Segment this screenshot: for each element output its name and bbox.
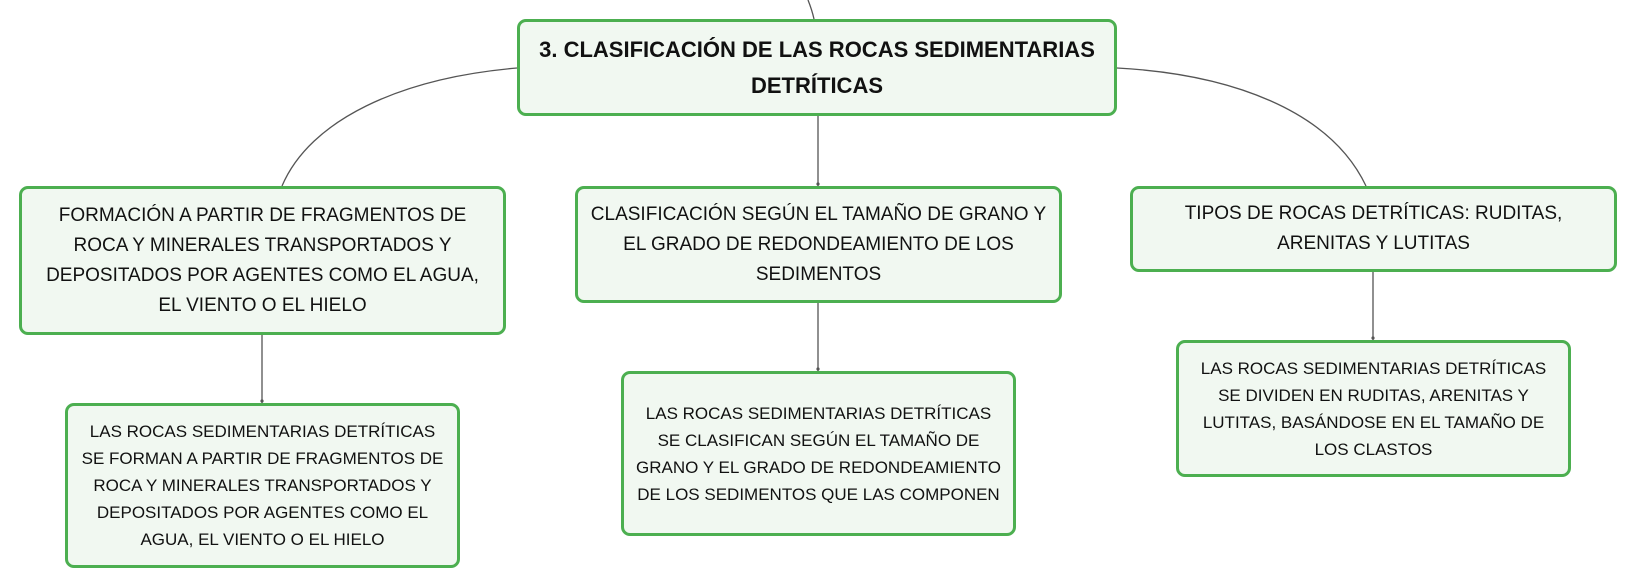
branch-tipos-node[interactable] xyxy=(1130,186,1617,272)
root-topic-node[interactable] xyxy=(517,19,1117,116)
detail-tipos-label: LAS ROCAS SEDIMENTARIAS DETRÍTICAS SE DIVIDEN EN RUDITAS, ARENITAS Y LUTITAS, BASÁNDOSE EN EL TAMAÑO DE LOS CLASTOS xyxy=(1200,358,1547,459)
branch-clasificacion-label: CLASIFICACIÓN SEGÚN EL TAMAÑO DE GRANO Y EL GRADO DE REDONDEAMIENTO DE LOS SEDIMENTOS xyxy=(590,203,1047,285)
detail-clasificacion-node[interactable] xyxy=(621,371,1016,536)
branch-tipos-label: TIPOS DE ROCAS DETRÍTICAS: RUDITAS, ARENITAS Y LUTITAS xyxy=(1184,203,1563,254)
detail-formacion-label: LAS ROCAS SEDIMENTARIAS DETRÍTICAS SE FORMAN A PARTIR DE FRAGMENTOS DE ROCA Y MINERALES TRANSPORTADOS Y DEPOSITADOS POR AGENTES COMO EL AGUA, EL VIENTO O EL HIELO xyxy=(81,422,444,549)
branch-clasificacion-node[interactable] xyxy=(575,186,1062,303)
branch-formacion-label: FORMACIÓN A PARTIR DE FRAGMENTOS DE ROCA Y MINERALES TRANSPORTADOS Y DEPOSITADOS POR AGENTES COMO EL AGUA, EL VIENTO O EL HIELO xyxy=(46,204,479,316)
detail-tipos-node[interactable] xyxy=(1176,340,1571,477)
connector-root-right xyxy=(1117,68,1366,186)
root-topic-label: 3. CLASIFICACIÓN DE LAS ROCAS SEDIMENTARIAS DETRÍTICAS xyxy=(539,36,1095,98)
connector-root-left xyxy=(282,68,517,186)
detail-clasificacion-label: LAS ROCAS SEDIMENTARIAS DETRÍTICAS SE CLASIFICAN SEGÚN EL TAMAÑO DE GRANO Y EL GRADO DE REDONDEAMIENTO DE LOS SEDIMENTOS QUE LAS COMPONEN xyxy=(636,403,1001,504)
connector-parent xyxy=(808,0,814,19)
detail-formacion-node[interactable] xyxy=(65,403,460,568)
branch-formacion-node[interactable] xyxy=(19,186,506,335)
